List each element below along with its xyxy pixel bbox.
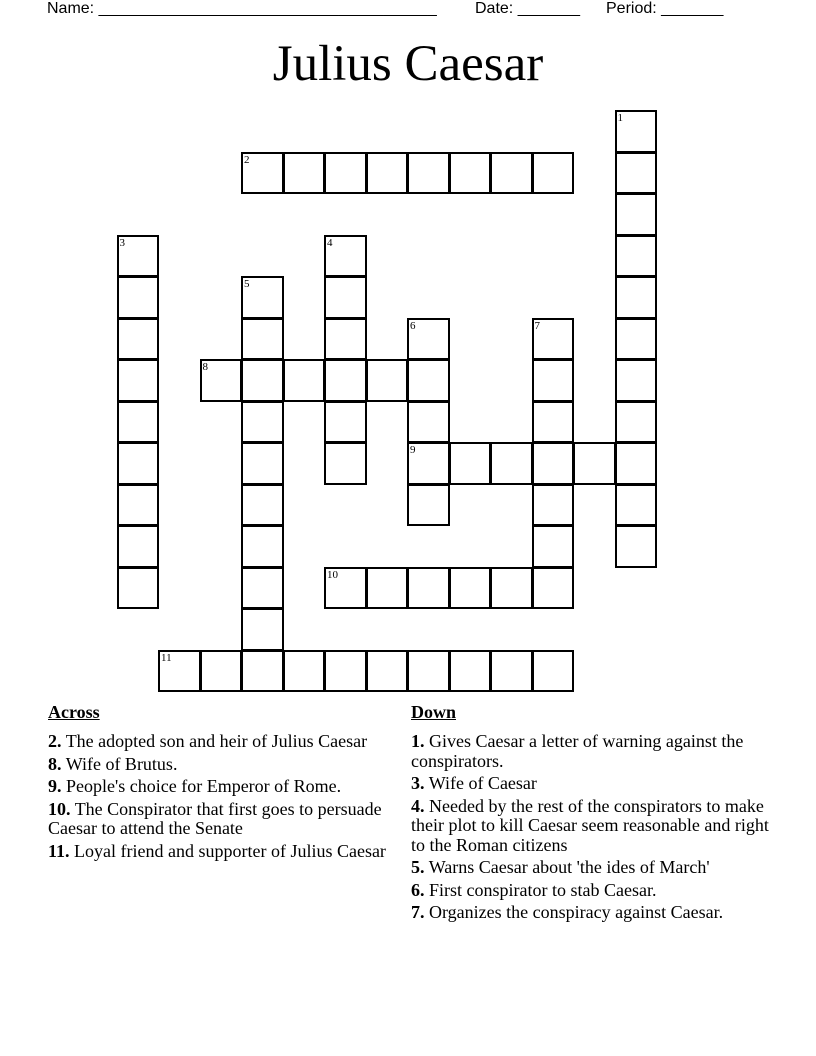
grid-cell[interactable]	[366, 567, 409, 610]
down-clue	[411, 732, 771, 771]
clue-text: Wife of Brutus.	[65, 753, 178, 774]
name-field[interactable]: Name: ______________________________________	[47, 0, 437, 17]
cell-number: 3	[119, 236, 125, 249]
clue-number: 9.	[48, 776, 62, 796]
down-clue	[411, 774, 771, 794]
grid-cell[interactable]	[615, 442, 658, 485]
down-clue	[411, 858, 771, 878]
grid-cell[interactable]	[324, 442, 367, 485]
across-clues	[48, 700, 393, 864]
clue-text: Needed by the rest of the conspirators to make their plot to kill Caesar seem reasonable and right to the Roman citizens	[411, 795, 769, 855]
clue-number: 3.	[411, 773, 425, 793]
grid-cell[interactable]	[615, 152, 658, 195]
clue-number: 7.	[411, 902, 425, 922]
grid-cell[interactable]	[532, 567, 575, 610]
grid-cell[interactable]	[615, 318, 658, 361]
clue-text: Loyal friend and supporter of Julius Caesar	[74, 840, 386, 861]
grid-cell[interactable]	[117, 484, 160, 527]
grid-cell[interactable]	[615, 401, 658, 444]
grid-cell[interactable]	[449, 567, 492, 610]
grid-cell[interactable]	[615, 484, 658, 527]
grid-cell[interactable]	[407, 318, 450, 361]
clue-number: 4.	[411, 795, 425, 816]
grid-cell[interactable]	[241, 359, 284, 402]
grid-cell[interactable]	[532, 484, 575, 527]
grid-cell[interactable]	[615, 193, 658, 236]
cell-number: 6	[410, 319, 416, 332]
grid-cell[interactable]	[366, 152, 409, 195]
down-heading: Down	[411, 702, 457, 722]
cell-number: 2	[244, 153, 250, 166]
grid-cell[interactable]	[490, 567, 533, 610]
cell-number: 4	[327, 236, 333, 249]
student-info-header	[47, 0, 767, 20]
clue-text: Wife of Caesar	[428, 773, 537, 793]
grid-cell[interactable]	[241, 525, 284, 568]
grid-cell[interactable]	[324, 235, 367, 278]
grid-cell[interactable]	[366, 359, 409, 402]
grid-cell[interactable]	[241, 318, 284, 361]
across-clue-list	[48, 732, 393, 861]
grid-cell[interactable]	[241, 484, 284, 527]
clue-text: Warns Caesar about 'the ides of March'	[428, 857, 710, 877]
grid-cell[interactable]	[117, 442, 160, 485]
across-clue	[48, 755, 393, 775]
grid-cell[interactable]	[324, 650, 367, 693]
grid-cell[interactable]	[117, 318, 160, 361]
grid-cell[interactable]	[324, 318, 367, 361]
grid-cell[interactable]	[407, 442, 450, 485]
grid-cell[interactable]	[407, 484, 450, 527]
grid-cell[interactable]	[117, 276, 160, 319]
grid-cell[interactable]	[490, 650, 533, 693]
grid-cell[interactable]	[407, 650, 450, 693]
down-clue	[411, 881, 771, 901]
date-field[interactable]: Date: _______	[475, 0, 580, 17]
down-clue-list	[411, 732, 771, 923]
grid-cell[interactable]	[366, 650, 409, 693]
clue-text: First conspirator to stab Caesar.	[429, 879, 657, 900]
clue-number: 10.	[48, 798, 71, 819]
grid-cell[interactable]	[532, 401, 575, 444]
across-clue	[48, 732, 393, 752]
grid-cell[interactable]	[532, 359, 575, 402]
cell-number: 7	[534, 319, 540, 332]
clue-text: Gives Caesar a letter of warning against the conspirators.	[411, 731, 744, 771]
puzzle-title: Julius Caesar	[272, 36, 544, 92]
grid-cell[interactable]	[283, 650, 326, 693]
cell-number: 9	[410, 444, 416, 456]
grid-cell[interactable]	[241, 152, 284, 195]
grid-cell[interactable]	[117, 525, 160, 568]
cell-number: 1	[617, 112, 623, 124]
grid-cell[interactable]	[241, 442, 284, 485]
grid-cell[interactable]	[615, 276, 658, 319]
grid-cell[interactable]	[615, 359, 658, 402]
grid-cell[interactable]	[324, 359, 367, 402]
grid-cell[interactable]	[449, 152, 492, 195]
grid-cell[interactable]	[241, 608, 284, 651]
period-field[interactable]: Period: _______	[606, 0, 724, 17]
grid-cell[interactable]	[200, 359, 243, 402]
grid-cell[interactable]	[407, 401, 450, 444]
grid-cell[interactable]	[490, 152, 533, 195]
grid-cell[interactable]	[615, 525, 658, 568]
grid-cell[interactable]	[449, 442, 492, 485]
across-clue	[48, 777, 393, 797]
grid-cell[interactable]	[117, 401, 160, 444]
grid-cell[interactable]	[324, 152, 367, 195]
clue-number: 1.	[411, 731, 425, 751]
grid-cell[interactable]	[324, 567, 367, 610]
grid-cell[interactable]	[241, 401, 284, 444]
across-heading: Across	[48, 702, 100, 722]
clue-text: Organizes the conspiracy against Caesar.	[429, 902, 724, 922]
grid-cell[interactable]	[532, 650, 575, 693]
grid-cell[interactable]	[532, 525, 575, 568]
grid-cell[interactable]	[117, 235, 160, 278]
across-clue	[48, 800, 393, 839]
cell-number: 10	[327, 568, 338, 581]
across-clue	[48, 842, 393, 862]
down-clues	[411, 700, 771, 926]
grid-cell[interactable]	[117, 359, 160, 402]
grid-cell[interactable]	[532, 152, 575, 195]
grid-cell[interactable]	[490, 442, 533, 485]
clue-number: 5.	[411, 857, 425, 877]
clue-number: 11.	[48, 840, 70, 861]
grid-cell[interactable]	[283, 152, 326, 195]
grid-cell[interactable]	[200, 650, 243, 693]
grid-cell[interactable]	[449, 650, 492, 693]
grid-cell[interactable]	[615, 110, 658, 153]
clue-number: 8.	[48, 753, 62, 774]
grid-cell[interactable]	[241, 276, 284, 319]
grid-cell[interactable]	[158, 650, 201, 693]
grid-cell[interactable]	[324, 276, 367, 319]
cell-number: 11	[161, 651, 172, 664]
clue-text: The adopted son and heir of Julius Caesar	[65, 731, 368, 751]
grid-cell[interactable]	[241, 650, 284, 693]
grid-cell[interactable]	[532, 318, 575, 361]
grid-cell[interactable]	[407, 567, 450, 610]
cell-number: 5	[244, 278, 250, 290]
down-clue	[411, 903, 771, 923]
grid-cell[interactable]	[283, 359, 326, 402]
grid-cell[interactable]	[407, 359, 450, 402]
cell-number: 8	[202, 361, 208, 373]
grid-cell[interactable]	[407, 152, 450, 195]
grid-cell[interactable]	[573, 442, 616, 485]
clue-text: The Conspirator that first goes to persuade Caesar to attend the Senate	[48, 798, 382, 838]
clue-number: 2.	[48, 731, 62, 751]
down-clue	[411, 797, 771, 856]
clue-number: 6.	[411, 879, 425, 900]
clue-text: People's choice for Emperor of Rome.	[66, 776, 342, 796]
grid-cell[interactable]	[615, 235, 658, 278]
grid-cell[interactable]	[532, 442, 575, 485]
grid-cell[interactable]	[117, 567, 160, 610]
grid-cell[interactable]	[324, 401, 367, 444]
grid-cell[interactable]	[241, 567, 284, 610]
